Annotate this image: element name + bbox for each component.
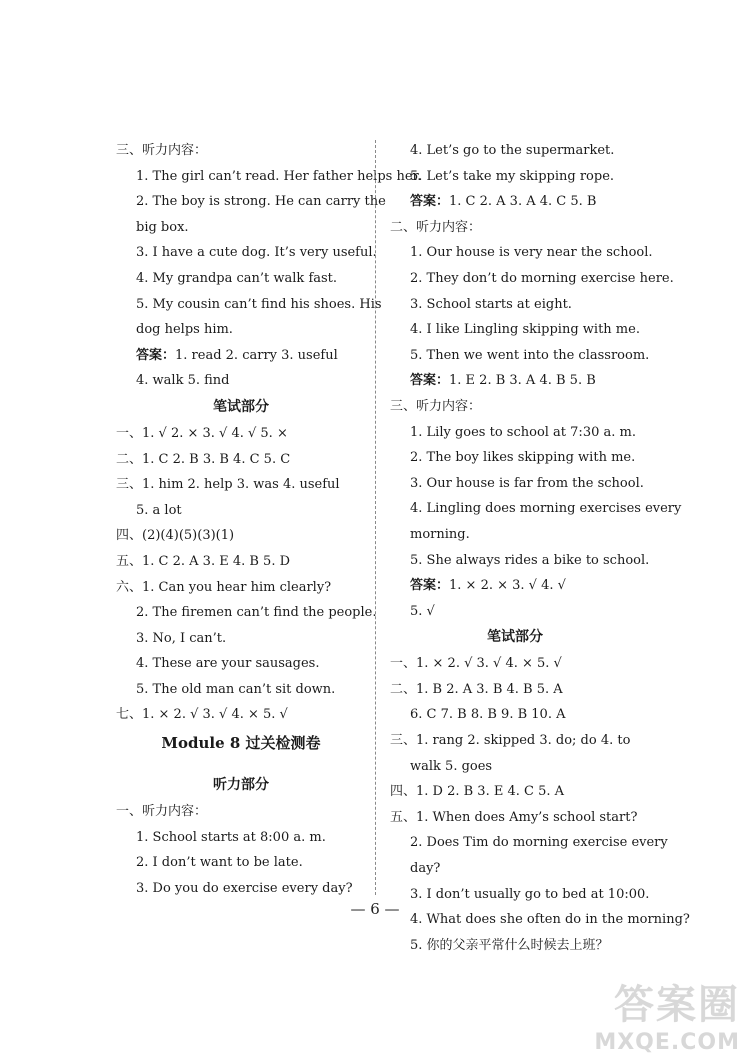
answer-line bbox=[116, 343, 366, 369]
section-title: 笔试部分 bbox=[487, 629, 543, 646]
text-line bbox=[390, 856, 640, 882]
line-text: 一、1. √ 2. × 3. √ 4. √ 5. × bbox=[116, 425, 288, 441]
section-title: 笔试部分 bbox=[213, 398, 269, 415]
text-line bbox=[116, 292, 382, 318]
line-text: 5. a lot bbox=[136, 502, 182, 518]
line-text: 5. 你的父亲平常什么时候去上班？ bbox=[410, 937, 609, 953]
line-text: 2. The firemen can’t find the people. bbox=[136, 605, 377, 621]
text-line bbox=[116, 266, 366, 292]
line-text: 4. Let’s go to the supermarket. bbox=[410, 143, 615, 158]
text-line bbox=[116, 472, 366, 498]
line-text: 三、1. rang 2. skipped 3. do; do 4. to bbox=[390, 733, 631, 749]
section-title: 听力部分 bbox=[213, 777, 269, 794]
text-line bbox=[390, 651, 640, 677]
line-text: 5. √ bbox=[410, 603, 435, 619]
text-line bbox=[390, 548, 650, 574]
line-text: 五、1. When does Amy’s school start? bbox=[390, 809, 638, 825]
line-text: day? bbox=[410, 861, 441, 877]
line-text: 1. E 2. B 3. A 4. B 5. B bbox=[449, 373, 596, 389]
text-line bbox=[390, 215, 640, 241]
right-column bbox=[390, 138, 690, 958]
line-text: 1. The girl can’t read. Her father helps her. bbox=[136, 168, 422, 184]
text-line bbox=[116, 600, 377, 626]
text-line bbox=[390, 522, 640, 548]
page-number: — 6 — bbox=[350, 900, 400, 918]
line-text: 一、1. × 2. √ 3. √ 4. × 5. √ bbox=[390, 656, 562, 672]
text-line bbox=[390, 496, 682, 522]
line-text: 四、1. D 2. B 3. E 4. C 5. A bbox=[390, 784, 565, 800]
line-text: 二、1. B 2. A 3. B 4. B 5. A bbox=[390, 681, 563, 697]
text-line bbox=[116, 240, 377, 266]
line-text: morning. bbox=[410, 526, 470, 542]
watermark-logo: 答案圈 bbox=[614, 982, 740, 1028]
line-text: dog helps him. bbox=[136, 322, 233, 338]
line-text: 3. I don’t usually go to bed at 10:00. bbox=[410, 886, 650, 902]
text-line bbox=[116, 626, 366, 652]
line-text: 5. My cousin can’t find his shoes. His bbox=[136, 296, 382, 312]
text-line bbox=[116, 876, 366, 902]
text-line bbox=[116, 498, 366, 524]
text-line bbox=[116, 549, 366, 575]
line-text: 1. read 2. carry 3. useful bbox=[175, 347, 338, 363]
line-text: 3. Our house is far from the school. bbox=[410, 475, 644, 491]
text-line bbox=[116, 189, 386, 215]
module-title: Module 8 过关检测卷 bbox=[161, 734, 321, 753]
line-text: 5. Let’s take my skipping rope. bbox=[410, 168, 615, 184]
line-text: 四、(2)(4)(5)(3)(1) bbox=[116, 528, 235, 544]
line-text: 五、1. C 2. A 3. E 4. B 5. D bbox=[116, 553, 291, 569]
text-line bbox=[116, 317, 366, 343]
line-text: 七、1. × 2. √ 3. √ 4. × 5. √ bbox=[116, 707, 288, 723]
text-line bbox=[390, 702, 640, 728]
text-line bbox=[116, 523, 366, 549]
text-line bbox=[390, 599, 640, 625]
answer-label: 答案： bbox=[410, 194, 450, 210]
line-text: 1. Our house is very near the school. bbox=[410, 245, 653, 261]
line-text: 4. I like Lingling skipping with me. bbox=[410, 322, 640, 338]
text-line bbox=[116, 702, 366, 728]
line-text: 三、听力内容： bbox=[390, 398, 482, 414]
text-line bbox=[390, 677, 640, 703]
text-line bbox=[390, 445, 640, 471]
text-line bbox=[390, 471, 644, 497]
line-text: 2. They don’t do morning exercise here. bbox=[410, 270, 674, 286]
line-text: 4. My grandpa can’t walk fast. bbox=[136, 270, 338, 286]
text-line bbox=[390, 343, 650, 369]
line-text: 5. The old man can’t sit down. bbox=[136, 681, 336, 697]
text-line bbox=[116, 421, 366, 447]
text-line bbox=[390, 138, 640, 164]
text-line bbox=[390, 292, 640, 318]
line-text: 三、听力内容： bbox=[116, 143, 208, 158]
text-line bbox=[390, 266, 674, 292]
line-text: 1. × 2. × 3. √ 4. √ bbox=[449, 578, 566, 594]
line-text: 2. The boy likes skipping with me. bbox=[410, 450, 636, 466]
text-line bbox=[390, 830, 668, 856]
text-line bbox=[390, 728, 640, 754]
line-text: 3. No, I can’t. bbox=[136, 630, 227, 646]
text-line bbox=[116, 677, 366, 703]
line-text: 二、1. C 2. B 3. B 4. C 5. C bbox=[116, 451, 291, 467]
text-line bbox=[116, 799, 366, 825]
line-text: 2. The boy is strong. He can carry the bbox=[136, 194, 386, 210]
text-line bbox=[116, 368, 366, 394]
line-text: 2. I don’t want to be late. bbox=[136, 855, 303, 871]
text-line bbox=[390, 754, 640, 780]
line-text: 1. Lily goes to school at 7:30 a. m. bbox=[410, 424, 636, 440]
line-text: 3. I have a cute dog. It’s very useful. bbox=[136, 245, 377, 261]
line-text: 3. Do you do exercise every day? bbox=[136, 880, 353, 896]
left-column bbox=[116, 138, 422, 901]
text-line bbox=[390, 933, 640, 959]
line-text: 4. These are your sausages. bbox=[136, 656, 320, 672]
line-text: 1. School starts at 8:00 a. m. bbox=[136, 829, 326, 845]
watermark-url: MXQE.COM bbox=[594, 1030, 740, 1055]
line-text: 六、1. Can you hear him clearly? bbox=[116, 579, 332, 595]
text-line bbox=[390, 240, 653, 266]
text-line bbox=[390, 394, 640, 420]
text-line bbox=[116, 825, 366, 851]
watermark bbox=[594, 973, 740, 1055]
line-text: 6. C 7. B 8. B 9. B 10. A bbox=[410, 707, 566, 723]
text-line bbox=[116, 850, 366, 876]
text-line bbox=[390, 317, 640, 343]
text-line bbox=[116, 651, 366, 677]
line-text: big box. bbox=[136, 219, 189, 235]
line-text: 5. She always rides a bike to school. bbox=[410, 552, 650, 568]
text-line bbox=[390, 164, 640, 190]
text-line bbox=[390, 779, 640, 805]
text-line bbox=[116, 164, 422, 190]
line-text: 二、听力内容： bbox=[390, 219, 482, 235]
line-text: 2. Does Tim do morning exercise every bbox=[410, 835, 668, 851]
answer-line bbox=[390, 368, 640, 394]
text-line bbox=[116, 138, 366, 164]
line-text: 4. walk 5. find bbox=[136, 373, 230, 389]
line-text: 1. C 2. A 3. A 4. C 5. B bbox=[449, 194, 597, 210]
text-line bbox=[116, 447, 366, 473]
line-text: 5. Then we went into the classroom. bbox=[410, 347, 650, 363]
line-text: 3. School starts at eight. bbox=[410, 296, 572, 312]
answer-line bbox=[390, 573, 640, 599]
text-line bbox=[116, 575, 366, 601]
text-line bbox=[116, 215, 366, 241]
line-text: 三、1. him 2. help 3. was 4. useful bbox=[116, 477, 340, 493]
line-text: walk 5. goes bbox=[410, 758, 493, 774]
spacer bbox=[116, 758, 366, 772]
column-divider bbox=[375, 140, 376, 895]
line-text: 一、听力内容： bbox=[116, 804, 208, 820]
answer-label: 答案： bbox=[410, 373, 450, 389]
line-text: 4. What does she often do in the morning? bbox=[410, 912, 690, 928]
line-text: 4. Lingling does morning exercises every bbox=[410, 501, 682, 517]
answer-label: 答案： bbox=[136, 347, 176, 363]
text-line bbox=[390, 805, 640, 831]
answer-label: 答案： bbox=[410, 578, 450, 594]
text-line bbox=[390, 420, 640, 446]
answer-line bbox=[390, 189, 640, 215]
